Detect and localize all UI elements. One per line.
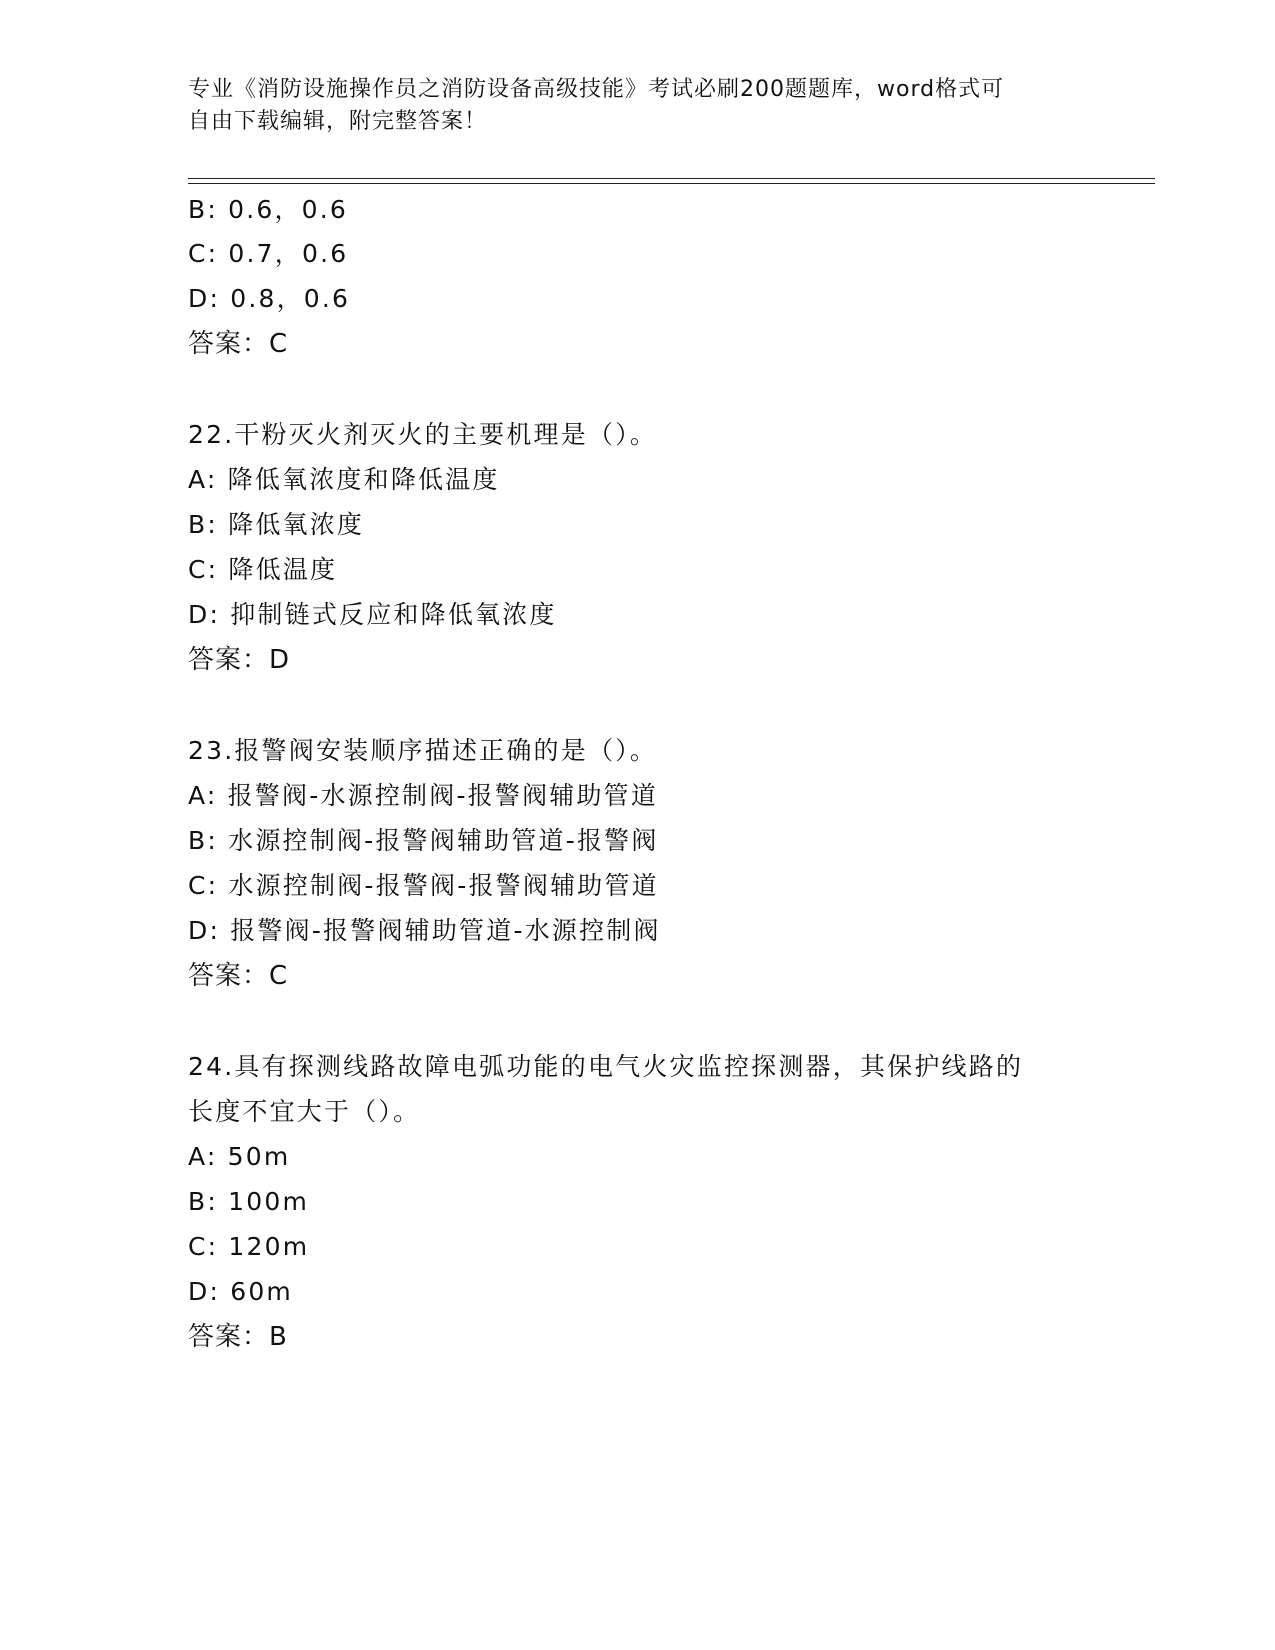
header-divider-top bbox=[188, 178, 1155, 179]
q22-answer: 答案：D bbox=[188, 645, 291, 675]
document-header bbox=[188, 74, 1068, 138]
q23-option-b: B: 水源控制阀-报警阀辅助管道-报警阀 bbox=[188, 826, 659, 855]
q21-option-c: C: 0.7，0.6 bbox=[188, 239, 349, 268]
q22-option-a: A: 降低氧浓度和降低温度 bbox=[188, 465, 500, 494]
q23-question: 23.报警阀安装顺序描述正确的是（）。 bbox=[188, 736, 658, 765]
q22-option-c: C: 降低温度 bbox=[188, 555, 338, 584]
q24-option-d: D: 60m bbox=[188, 1277, 293, 1306]
q21-answer: 答案：C bbox=[188, 329, 289, 359]
q23-option-d: D: 报警阀-报警阀辅助管道-水源控制阀 bbox=[188, 916, 661, 945]
header-line-1: 专业《消防设施操作员之消防设备高级技能》考试必刷200题题库，word格式可 bbox=[188, 77, 1005, 102]
q23-option-c: C: 水源控制阀-报警阀-报警阀辅助管道 bbox=[188, 871, 659, 900]
q24-question-line-1: 24.具有探测线路故障电弧功能的电气火灾监控探测器，其保护线路的 bbox=[188, 1052, 1024, 1081]
q22-question: 22.干粉灭火剂灭火的主要机理是（）。 bbox=[188, 420, 658, 449]
q22-option-d: D: 抑制链式反应和降低氧浓度 bbox=[188, 600, 557, 629]
header-divider-bottom bbox=[188, 183, 1155, 184]
q22-option-b: B: 降低氧浓度 bbox=[188, 510, 365, 539]
q24-option-c: C: 120m bbox=[188, 1232, 310, 1261]
q21-option-b: B: 0.6，0.6 bbox=[188, 195, 349, 224]
q21-option-d: D: 0.8，0.6 bbox=[188, 284, 351, 313]
header-line-2: 自由下载编辑，附完整答案！ bbox=[188, 109, 488, 134]
q23-option-a: A: 报警阀-水源控制阀-报警阀辅助管道 bbox=[188, 781, 659, 810]
q24-question-line-2: 长度不宜大于（）。 bbox=[188, 1097, 421, 1126]
q24-option-b: B: 100m bbox=[188, 1187, 309, 1216]
q23-answer: 答案：C bbox=[188, 961, 289, 991]
q24-answer: 答案：B bbox=[188, 1322, 288, 1352]
q24-option-a: A: 50m bbox=[188, 1142, 291, 1171]
